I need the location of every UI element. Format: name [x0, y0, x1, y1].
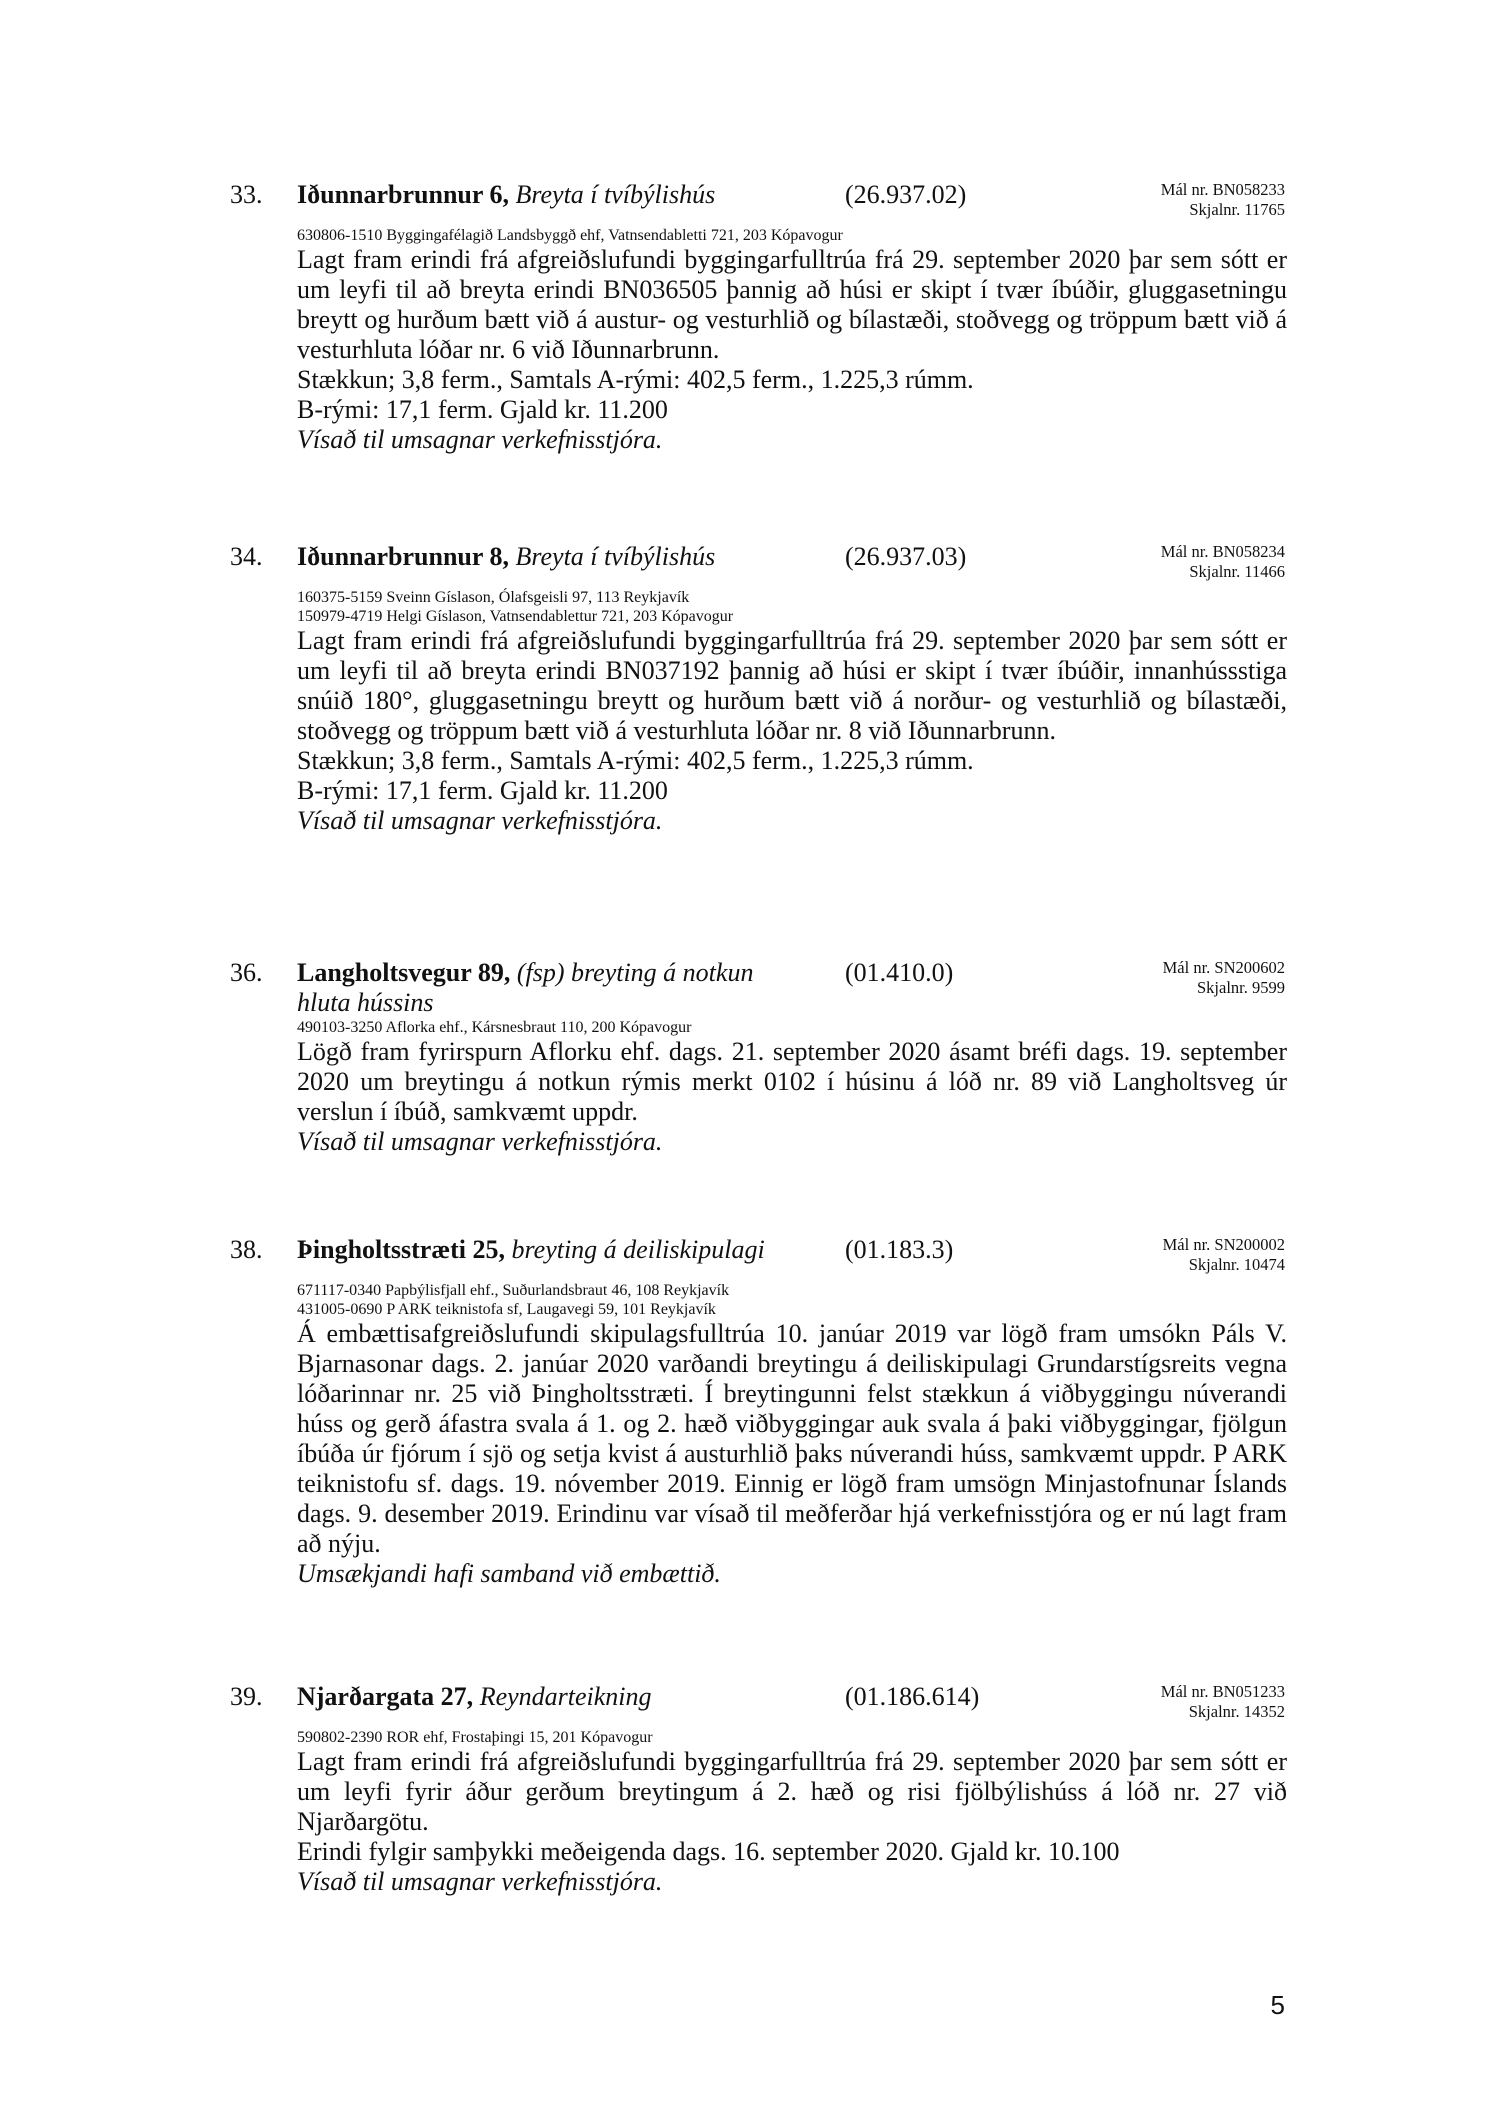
- item-description: Lagt fram erindi frá afgreiðslufundi byggingarfulltrúa frá 29. september 2020 þar sem sótt er um leyfi til að breyta erindi BN037192 þannig að húsi er skipt í tvær íbúðir, innanhússstiga snúið 180°, gluggasetningu breytt og hurðum bætt við á norður- og vesturhlið og bílastæði, stoðvegg og tröppum bætt við á vesturhluta lóðar nr. 8 við Iðunnarbrunn.: [297, 626, 1287, 745]
- case-number: Mál nr. BN058233: [1160, 180, 1285, 199]
- applicant-line: 490103-3250 Aflorka ehf., Kársnesbraut 110, 200 Kópavogur: [297, 1019, 692, 1036]
- item-content: [297, 1018, 1287, 1157]
- area-line: Stækkun; 3,8 ferm., Samtals A-rými: 402,5 ferm., 1.225,3 rúmm.: [297, 746, 974, 775]
- case-number: Mál nr. SN200002: [1162, 1235, 1285, 1254]
- page-number: 5: [1270, 1990, 1285, 2020]
- item-title: Breyta í tvíbýlishús: [515, 180, 716, 209]
- item-content: [297, 226, 1287, 455]
- item-conclusion: Vísað til umsagnar verkefnisstjóra.: [297, 425, 663, 454]
- item-heading: [297, 958, 807, 1018]
- land-number: (26.937.02): [845, 180, 967, 209]
- item-title: breyting á deiliskipulagi: [511, 1235, 765, 1264]
- applicant-line: 630806-1510 Byggingafélagið Landsbyggð ehf, Vatnsendabletti 721, 203 Kópavogur: [297, 227, 843, 244]
- item-number: 34.: [230, 542, 263, 571]
- case-meta: [1161, 180, 1285, 220]
- applicant-line: 150979-4719 Helgi Gíslason, Vatnsendablettur 721, 203 Kópavogur: [297, 608, 734, 625]
- applicant-line: 160375-5159 Sveinn Gíslason, Ólafsgeisli 97, 113 Reykjavík: [297, 589, 690, 606]
- item-content: [297, 1281, 1287, 1589]
- item-content: [297, 1728, 1287, 1897]
- item-address: Langholtsvegur 89,: [297, 958, 511, 987]
- case-number: Mál nr. BN051233: [1160, 1682, 1285, 1701]
- area-line: Stækkun; 3,8 ferm., Samtals A-rými: 402,5 ferm., 1.225,3 rúmm.: [297, 365, 974, 394]
- item-heading: [297, 1682, 817, 1712]
- item-title: (fsp) breyting á notkun hluta hússins: [297, 958, 754, 1017]
- item-conclusion: Vísað til umsagnar verkefnisstjóra.: [297, 806, 663, 835]
- land-number: (01.410.0): [845, 958, 954, 987]
- file-number: Skjalnr. 11466: [1189, 562, 1285, 581]
- item-conclusion: Vísað til umsagnar verkefnisstjóra.: [297, 1867, 663, 1896]
- item-number: 39.: [230, 1682, 263, 1711]
- land-number: (01.183.3): [845, 1235, 954, 1264]
- case-meta: [1161, 542, 1285, 582]
- item-description: Lögð fram fyrirspurn Aflorku ehf. dags. 21. september 2020 ásamt bréfi dags. 19. september 2020 um breytingu á notkun rýmis merkt 0102 í húsinu á lóð nr. 89 við Langholtsveg úr verslun í íbúð, samkvæmt uppdr.: [297, 1037, 1287, 1126]
- applicant-line: 590802-2390 ROR ehf, Frostaþingi 15, 201 Kópavogur: [297, 1729, 653, 1746]
- file-number: Skjalnr. 9599: [1196, 978, 1285, 997]
- item-title: Reyndarteikning: [479, 1682, 652, 1711]
- fee-line: B-rými: 17,1 ferm. Gjald kr. 11.200: [297, 395, 668, 424]
- item-number: 38.: [230, 1235, 263, 1264]
- item-title: Breyta í tvíbýlishús: [515, 542, 716, 571]
- item-address: Iðunnarbrunnur 8,: [297, 542, 509, 571]
- item-description: Á embættisafgreiðslufundi skipulagsfulltrúa 10. janúar 2019 var lögð fram umsókn Páls V. Bjarnasonar dags. 2. janúar 2020 varðandi breytingu á deiliskipulagi Grundarstígsreits vegna lóðarinnar nr. 25 við Þingholtsstræti. Í breytingunni felst stækkun á viðbyggingu núverandi húss og gerð áfastra svala á 1. og 2. hæð viðbyggingar auk svala á þaki viðbyggingar, fjölgun íbúða úr fjórum í sjö og setja kvist á austurhlið þaks núverandi húss, samkvæmt uppdr. P ARK teiknistofu sf. dags. 19. nóvember 2019. Einnig er lögð fram umsögn Minjastofnunar Íslands dags. 9. desember 2019. Erindinu var vísað til meðferðar hjá verkefnisstjóra og er nú lagt fram að nýju.: [297, 1319, 1287, 1558]
- file-number: Skjalnr. 10474: [1188, 1255, 1285, 1274]
- file-number: Skjalnr. 14352: [1188, 1702, 1285, 1721]
- fee-line: B-rými: 17,1 ferm. Gjald kr. 11.200: [297, 776, 668, 805]
- land-number: (26.937.03): [845, 542, 967, 571]
- case-meta: [1161, 1682, 1285, 1722]
- item-heading: [297, 542, 817, 572]
- item-description: Lagt fram erindi frá afgreiðslufundi byggingarfulltrúa frá 29. september 2020 þar sem sótt er um leyfi til að breyta erindi BN036505 þannig að húsi er skipt í tvær íbúðir, gluggasetningu breytt og hurðum bætt við á austur- og vesturhlið og bílastæði, stoðvegg og tröppum bætt við á vesturhluta lóðar nr. 6 við Iðunnarbrunn.: [297, 245, 1287, 364]
- case-meta: [1163, 958, 1285, 998]
- item-content: [297, 588, 1287, 836]
- approval-line: Erindi fylgir samþykki meðeigenda dags. 16. september 2020. Gjald kr. 10.100: [297, 1837, 1120, 1866]
- file-number: Skjalnr. 11765: [1189, 200, 1285, 219]
- item-description: Lagt fram erindi frá afgreiðslufundi byggingarfulltrúa frá 29. september 2020 þar sem sótt er um leyfi fyrir áður gerðum breytingum á 2. hæð og risi fjölbýlishúss á lóð nr. 27 við Njarðargötu.: [297, 1747, 1287, 1836]
- item-heading: [297, 180, 817, 210]
- applicant-line: 431005-0690 P ARK teiknistofa sf, Laugavegi 59, 101 Reykjavík: [297, 1301, 716, 1318]
- item-address: Iðunnarbrunnur 6,: [297, 180, 509, 209]
- item-address: Njarðargata 27,: [297, 1682, 474, 1711]
- item-number: 36.: [230, 958, 263, 987]
- item-heading: [297, 1235, 817, 1265]
- land-number: (01.186.614): [845, 1682, 980, 1711]
- item-conclusion: Vísað til umsagnar verkefnisstjóra.: [297, 1127, 663, 1156]
- item-address: Þingholtsstræti 25,: [297, 1235, 505, 1264]
- item-conclusion: Umsækjandi hafi samband við embættið.: [297, 1559, 721, 1588]
- case-number: Mál nr. BN058234: [1160, 542, 1285, 561]
- applicant-line: 671117-0340 Papbýlisfjall ehf., Suðurlandsbraut 46, 108 Reykjavík: [297, 1282, 730, 1299]
- case-number: Mál nr. SN200602: [1162, 958, 1285, 977]
- case-meta: [1163, 1235, 1285, 1275]
- item-number: 33.: [230, 180, 263, 209]
